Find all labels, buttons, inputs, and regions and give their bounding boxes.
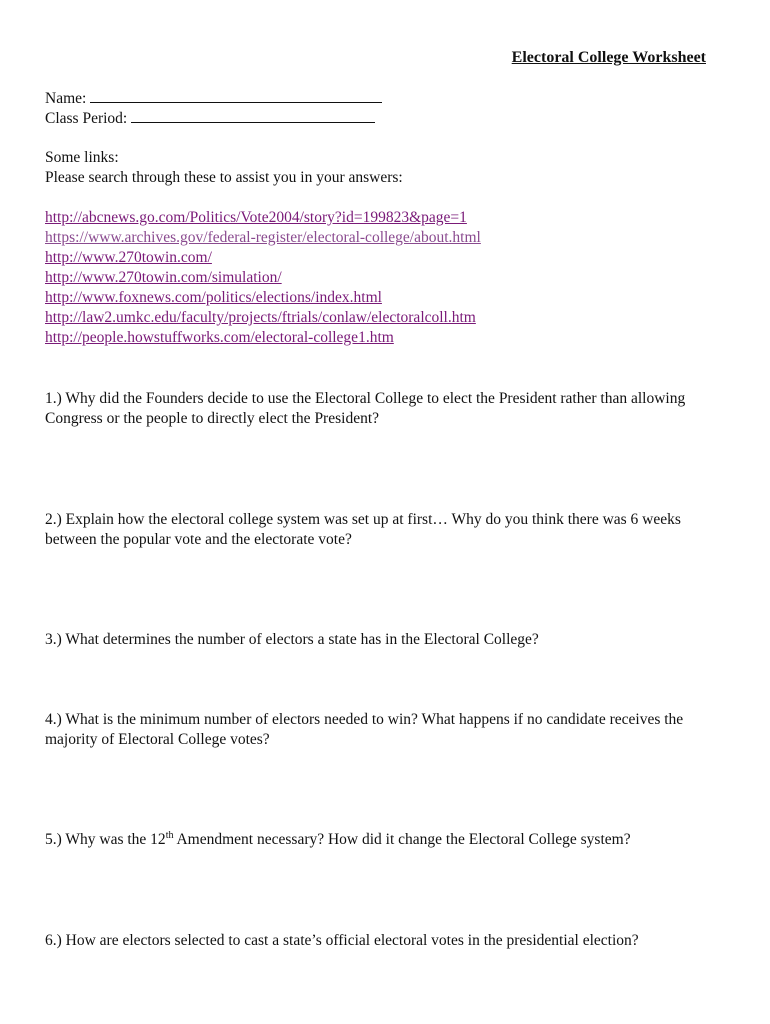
class-period-label: Class Period: (45, 110, 128, 127)
question-4: 4.) What is the minimum number of electors needed to win? What happens if no candidate receives the majority of Electoral College votes? (45, 711, 684, 748)
link-list (45, 208, 745, 348)
link-270towin-simulation[interactable]: http://www.270towin.com/simulation/ (45, 269, 282, 286)
question-5 (45, 830, 735, 850)
intro-line-1: Some links: (45, 149, 119, 166)
question-5-superscript: th (165, 829, 174, 841)
links-intro (45, 148, 725, 188)
name-field (45, 88, 382, 109)
question-1: 1.) Why did the Founders decide to use the Electoral College to elect the President rather than allowing Congress or the people to directly elect the President? (45, 390, 686, 427)
class-period-blank[interactable] (131, 108, 375, 123)
link-howstuffworks[interactable]: http://people.howstuffworks.com/electoral-college1.htm (45, 329, 394, 346)
question-2: 2.) Explain how the electoral college system was set up at first… Why do you think there was 6 weeks between the popular vote and the electorate vote? (45, 511, 681, 548)
name-blank[interactable] (90, 88, 382, 103)
name-label: Name: (45, 90, 87, 107)
question-6: 6.) How are electors selected to cast a state’s official electoral votes in the presidential election? (45, 932, 639, 949)
link-archives[interactable]: https://www.archives.gov/federal-register/electoral-college/about.html (45, 229, 481, 246)
question-3: 3.) What determines the number of electors a state has in the Electoral College? (45, 631, 539, 648)
link-abcnews[interactable]: http://abcnews.go.com/Politics/Vote2004/story?id=199823&page=1 (45, 209, 467, 226)
link-270towin[interactable]: http://www.270towin.com/ (45, 249, 212, 266)
link-umkc[interactable]: http://law2.umkc.edu/faculty/projects/ftrials/conlaw/electoralcoll.htm (45, 309, 476, 326)
class-period-field (45, 108, 375, 129)
link-foxnews[interactable]: http://www.foxnews.com/politics/elections/index.html (45, 289, 382, 306)
question-5-text-end: Amendment necessary? How did it change the Electoral College system? (173, 831, 631, 848)
page-title: Electoral College Worksheet (511, 49, 706, 66)
question-5-text-start: 5.) Why was the 12 (45, 831, 166, 848)
intro-line-2: Please search through these to assist you in your answers: (45, 169, 403, 186)
